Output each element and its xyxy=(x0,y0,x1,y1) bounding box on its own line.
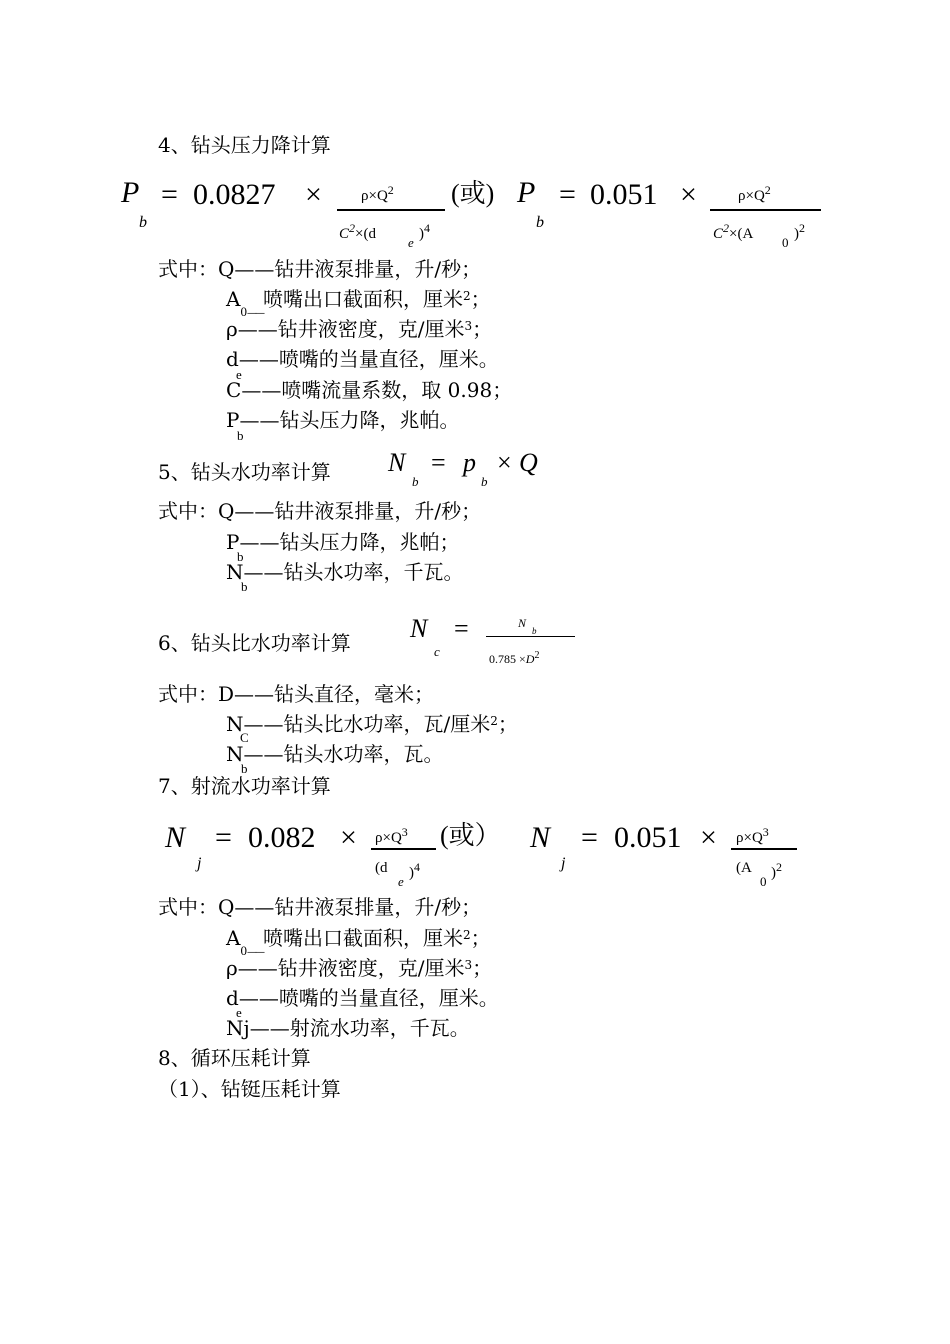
legend4-line4: d——喷嘴的当量直径，厘米。 xyxy=(226,347,499,371)
formula4-num1: $\rho\times Q^2$ xyxy=(361,183,394,204)
formula7-fraction-bar-1 xyxy=(371,848,436,850)
formula6-eq: = xyxy=(454,614,469,643)
legend6-line3: N——钻头水功率，瓦。 xyxy=(226,742,444,766)
formula7-lhs: N xyxy=(165,821,186,854)
formula5-eq: = xyxy=(431,448,446,477)
formula4-num2: $\rho\times Q^2$ xyxy=(738,183,771,204)
formula5-q: Q xyxy=(519,448,538,477)
formula7-den2-sub: 0 xyxy=(760,874,767,889)
legend4-line6: P——钻头压力降，兆帕。 xyxy=(226,408,460,432)
legend5-line1: 式中：Q——钻井液泵排量，升/秒； xyxy=(158,499,482,523)
formula4-or: (或) xyxy=(451,179,495,208)
legend7-line4: d——喷嘴的当量直径，厘米。 xyxy=(226,986,499,1010)
formula5-p-sub: b xyxy=(481,474,488,489)
formula5-p: p xyxy=(463,448,476,477)
legend4-line4-sub: e xyxy=(236,367,242,382)
legend4-line6-sub: b xyxy=(237,428,244,443)
legend4-line3: ρ——钻井液密度，克/厘米$^3$； xyxy=(226,317,493,341)
legend7-line4-sub: e xyxy=(236,1005,242,1020)
formula6-fraction-bar xyxy=(486,636,575,637)
formula6-num: N xyxy=(518,616,527,630)
formula5-times: × xyxy=(497,448,512,477)
formula4-times1: × xyxy=(305,178,322,211)
legend7-line3: ρ——钻井液密度，克/厘米$^3$； xyxy=(226,956,493,980)
formula7-num1: $\rho\times Q^3$ xyxy=(375,825,408,846)
formula7-times1: × xyxy=(340,821,357,854)
section-8-1-title: （1）、钻铤压耗计算 xyxy=(158,1077,341,1101)
formula7-den1: (d xyxy=(375,860,388,876)
formula7-den2: (A xyxy=(736,860,752,876)
section-8-title: 8、循环压耗计算 xyxy=(158,1046,311,1070)
formula4-times2: × xyxy=(680,178,697,211)
formula7-num2: $\rho\times Q^3$ xyxy=(736,825,769,846)
formula4-lhs2: P xyxy=(517,176,536,209)
formula4-lhs-sub: b xyxy=(139,214,147,231)
formula4-den2-close: )$^2$ xyxy=(794,221,805,242)
legend5-line3: N——钻头水功率，千瓦。 xyxy=(226,560,464,584)
formula6-lhs: N xyxy=(410,614,428,643)
legend4-line5: C——喷嘴流量系数，取 0.98； xyxy=(226,378,513,402)
legend4-line1: 式中：Q——钻井液泵排量，升/秒； xyxy=(158,257,482,281)
formula7-eq2: = xyxy=(581,821,598,854)
formula4-den1-sub: e xyxy=(408,235,414,250)
formula6-lhs-sub: c xyxy=(434,644,440,659)
legend6-line3-sub: b xyxy=(241,761,248,776)
legend4-line2: $A_{0——}$喷嘴出口截面积，厘米$^2$； xyxy=(226,287,491,319)
legend6-line2-sub: C xyxy=(240,730,249,745)
section-6-title: 6、钻头比水功率计算 xyxy=(158,631,351,655)
legend7-line2: $A_{0——}$喷嘴出口截面积，厘米$^2$； xyxy=(226,926,491,958)
formula7-den1-close: )$^4$ xyxy=(409,860,420,881)
legend6-line1: 式中：D——钻头直径，毫米； xyxy=(158,682,435,706)
formula5-lhs-sub: b xyxy=(412,474,419,489)
legend5-line2: P——钻头压力降，兆帕； xyxy=(226,530,460,554)
formula6-num-sub: b xyxy=(532,626,537,636)
legend6-line2: N——钻头比水功率，瓦/厘米$^2$； xyxy=(226,712,518,736)
formula4-den2-sub: 0 xyxy=(782,235,789,250)
formula7-lhs-sub: j xyxy=(197,855,202,872)
formula4-den2: $C^2\times(A$ xyxy=(713,221,754,242)
formula4-den1: $C^2\times(d$ xyxy=(339,221,376,242)
formula7-coef1: 0.082 xyxy=(248,821,316,854)
legend7-line5: Nj——射流水功率，千瓦。 xyxy=(226,1016,470,1040)
formula7-den1-sub: e xyxy=(398,874,404,889)
formula7-lhs2-sub: j xyxy=(561,855,566,872)
legend7-line1: 式中：Q——钻井液泵排量，升/秒； xyxy=(158,895,482,919)
legend5-line3-sub: b xyxy=(241,579,248,594)
formula4-fraction-bar-2 xyxy=(710,209,821,211)
section-7-title: 7、射流水功率计算 xyxy=(158,774,331,798)
formula7-or: (或） xyxy=(440,821,501,850)
section-5-title: 5、钻头水功率计算 xyxy=(158,460,331,484)
section-4-title: 4、钻头压力降计算 xyxy=(158,133,331,157)
formula4-eq2: = xyxy=(559,178,576,211)
formula4-lhs2-sub: b xyxy=(536,214,544,231)
formula7-eq: = xyxy=(215,821,232,854)
formula4-lhs: P xyxy=(121,176,140,209)
formula4-den1-close: )$^4$ xyxy=(419,221,430,242)
formula7-times2: × xyxy=(700,821,717,854)
formula5-lhs: N xyxy=(388,448,406,477)
formula7-coef2: 0.051 xyxy=(614,821,682,854)
legend5-line2-sub: b xyxy=(237,549,244,564)
formula7-den2-close: )$^2$ xyxy=(771,860,782,881)
formula7-lhs2: N xyxy=(530,821,551,854)
formula4-coef1: 0.0827 xyxy=(193,178,276,211)
formula4-coef2: 0.051 xyxy=(590,178,658,211)
formula4-eq: = xyxy=(161,178,178,211)
formula7-fraction-bar-2 xyxy=(731,848,797,850)
formula6-den: $0.785 \times D^2$ xyxy=(489,650,540,666)
formula4-fraction-bar-1 xyxy=(337,209,445,211)
